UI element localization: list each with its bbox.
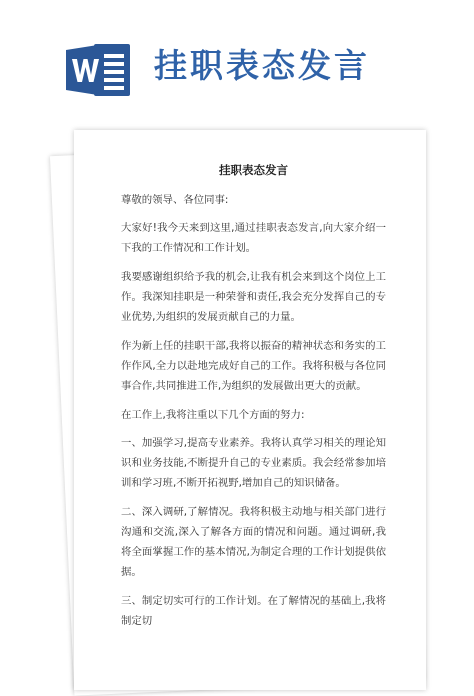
- paragraph: 二、深入调研,了解情况。我将积极主动地与相关部门进行沟通和交流,深入了解各方面的情况和问题。通过调研,我将全面掌握工作的基本情况,为制定合理的工作计划提供依据。: [121, 506, 386, 578]
- document-title: 挂职表态发言: [219, 163, 288, 177]
- paragraph: 作为新上任的挂职干部,我将以振奋的精神状态和务实的工作作风,全力以赴地完成好自己的工作。我将积极与各位同事合作,共同推进工作,为组织的发展做出更大的贡献。: [121, 340, 386, 392]
- document-page: [74, 130, 426, 690]
- paragraph: 在工作上,我将注重以下几个方面的努力:: [121, 409, 305, 421]
- header-title: 挂职表态发言: [154, 46, 370, 85]
- paragraph: 大家好!我今天来到这里,通过挂职表态发言,向大家介绍一下我的工作情况和工作计划。: [121, 222, 386, 254]
- paragraph: 我要感谢组织给予我的机会,让我有机会来到这个岗位上工作。我深知挂职是一种荣誉和责任,我会充分发挥自己的专业优势,为组织的发展贡献自己的力量。: [121, 271, 386, 323]
- document-header: [0, 0, 474, 120]
- word-icon: [64, 42, 132, 98]
- paragraph: 一、加强学习,提高专业素养。我将认真学习相关的理论知识和业务技能,不断提升自己的专业素质。我会经常参加培训和学习班,不断开拓视野,增加自己的知识储备。: [121, 437, 386, 489]
- paragraph: 三、制定切实可行的工作计划。在了解情况的基础上,我将制定切: [121, 595, 386, 627]
- greeting: 尊敬的领导、各位同事:: [121, 194, 229, 206]
- document-body: [121, 130, 386, 640]
